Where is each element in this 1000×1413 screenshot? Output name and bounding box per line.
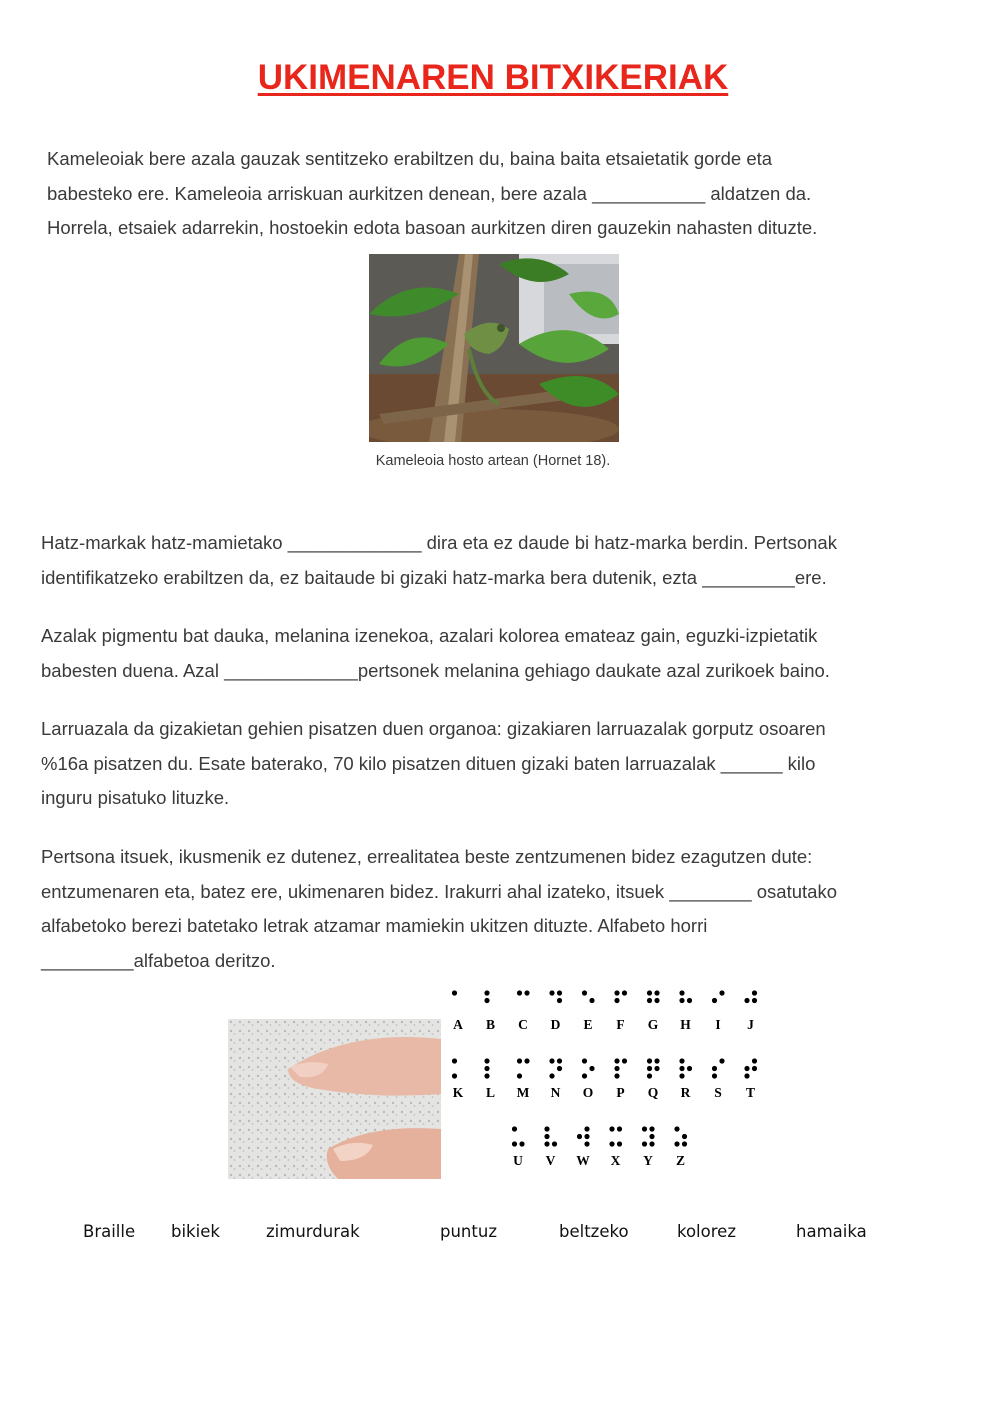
braille-dot [484, 1073, 489, 1078]
braille-dot [642, 1126, 647, 1131]
braille-dot [549, 990, 554, 995]
braille-dot [674, 1141, 679, 1146]
braille-cell-r [679, 1058, 692, 1100]
word-bank-item: hamaika [796, 1222, 867, 1241]
word-bank-item: puntuz [440, 1222, 497, 1241]
text-line: inguru pisatuko lituzke. [41, 787, 230, 808]
word-bank-item: beltzeko [559, 1222, 629, 1241]
braille-letter: C [518, 1017, 528, 1032]
braille-cell-z [674, 1126, 687, 1168]
braille-dot [484, 998, 489, 1003]
braille-dot [649, 1126, 654, 1131]
braille-dot [484, 990, 489, 995]
text-line: %16a pisatzen du. Esate baterako, 70 kilo pisatzen dituen gizaki baten larruazalak ______ kilo [41, 752, 816, 774]
braille-dot [589, 1066, 594, 1071]
braille-dot [622, 990, 627, 995]
braille-cell-a [452, 990, 463, 1032]
braille-cell-q [647, 1058, 660, 1100]
braille-reading-photo [228, 1019, 441, 1179]
braille-dot [549, 1073, 554, 1078]
text-line: Hatz-markak hatz-mamietako _____________ dira eta ez daude bi hatz-marka berdin. Pertsonak [41, 532, 837, 553]
paragraph-fingerprints [41, 526, 837, 595]
braille-dot [484, 1066, 489, 1071]
braille-dot [517, 990, 522, 995]
braille-dot [517, 1073, 522, 1078]
braille-dot [679, 1058, 684, 1063]
braille-dot [719, 990, 724, 995]
braille-dot [712, 1073, 717, 1078]
paragraph-chameleon [47, 142, 817, 246]
braille-cell-x [609, 1126, 622, 1168]
braille-dot [679, 1066, 684, 1071]
braille-dot [654, 990, 659, 995]
braille-letter: T [745, 1085, 756, 1100]
braille-dot [654, 1058, 659, 1063]
word-bank-item: Braille [83, 1222, 136, 1241]
braille-dot [744, 998, 749, 1003]
braille-letter: R [680, 1085, 691, 1100]
paragraph-melanin [41, 619, 830, 688]
braille-dot [682, 1141, 687, 1146]
braille-dot [544, 1141, 549, 1146]
page-title: UKIMENAREN BITXIKERIAK [257, 58, 729, 97]
braille-dot [584, 1141, 589, 1146]
braille-dot [452, 990, 457, 995]
braille-dot [649, 1134, 654, 1139]
braille-dot [552, 1141, 557, 1146]
text-line: identifikatzeko erabiltzen da, ez baitaude bi gizaki hatz-marka bera dutenik, ezta _________ere. [41, 566, 827, 588]
braille-letter: P [616, 1085, 625, 1100]
text-line: Pertsona itsuek, ikusmenik ez dutenez, errealitatea beste zentzumenen bidez ezagutzen dute: [41, 846, 813, 867]
braille-dot [519, 1141, 524, 1146]
braille-dot [484, 1058, 489, 1063]
braille-cell-v [544, 1126, 557, 1168]
braille-dot [614, 998, 619, 1003]
text-line: Horrela, etsaiek adarrekin, hostoekin edota basoan aurkitzen diren gauzekin nahasten dituzte. [47, 217, 818, 238]
braille-cell-l [484, 1058, 495, 1100]
braille-cell-g [647, 990, 660, 1032]
braille-dot [512, 1141, 517, 1146]
braille-dot [584, 1126, 589, 1131]
braille-letter: W [576, 1153, 590, 1168]
braille-dot [609, 1126, 614, 1131]
braille-dot [679, 990, 684, 995]
braille-cell-k [452, 1058, 464, 1100]
braille-letter: J [747, 1017, 754, 1032]
braille-dot [752, 998, 757, 1003]
braille-dot [647, 1073, 652, 1078]
paragraph-braille [41, 840, 837, 978]
braille-cell-h [679, 990, 692, 1032]
braille-dot [544, 1126, 549, 1131]
braille-dot [647, 1066, 652, 1071]
braille-letter: N [550, 1085, 561, 1100]
braille-cell-s [712, 1058, 725, 1100]
braille-letter: Y [643, 1153, 653, 1168]
braille-letter: D [550, 1017, 561, 1032]
braille-dot [452, 1058, 457, 1063]
braille-cell-i [712, 990, 725, 1032]
braille-letter: Q [647, 1085, 659, 1100]
braille-cell-b [484, 990, 495, 1032]
braille-dot [752, 1066, 757, 1071]
braille-letter: G [647, 1017, 659, 1032]
braille-dot [679, 1073, 684, 1078]
braille-dot [687, 998, 692, 1003]
word-bank-item: kolorez [677, 1222, 736, 1241]
braille-cell-p [614, 1058, 627, 1100]
braille-letter: I [715, 1017, 721, 1032]
braille-cell-f [614, 990, 627, 1032]
braille-dot [577, 1134, 582, 1139]
braille-dot [647, 990, 652, 995]
text-line: Kameleoiak bere azala gauzak sentitzeko erabiltzen du, baina baita etsaietatik gorde eta [47, 148, 773, 169]
braille-dot [654, 998, 659, 1003]
braille-dot [609, 1141, 614, 1146]
braille-letter: F [616, 1017, 625, 1032]
braille-cell-w [576, 1126, 590, 1168]
braille-dot [744, 1066, 749, 1071]
braille-dot [674, 1126, 679, 1131]
braille-dot [617, 1126, 622, 1131]
braille-dot [524, 1058, 529, 1063]
braille-cell-y [642, 1126, 655, 1168]
word-bank [0, 1222, 1000, 1246]
paragraph-skin-weight [41, 712, 826, 816]
text-line: alfabetoko berezi batetako letrak atzamar mamiekin ukitzen dituzte. Alfabeto horri [41, 915, 708, 936]
braille-letter: H [680, 1017, 691, 1032]
braille-dot [614, 1073, 619, 1078]
braille-cell-d [549, 990, 562, 1032]
braille-letter: L [485, 1085, 496, 1100]
braille-letter: E [583, 1017, 593, 1032]
braille-dot [544, 1134, 549, 1139]
braille-dot [614, 1058, 619, 1063]
braille-letter: Z [675, 1153, 686, 1168]
text-line: babesteko ere. Kameleoia arriskuan aurkitzen denean, bere azala ___________ aldatzen da. [47, 182, 812, 204]
braille-letter: X [610, 1153, 621, 1168]
braille-letter: O [582, 1085, 594, 1100]
braille-dot [682, 1134, 687, 1139]
text-line: babesten duena. Azal _____________pertsonek melanina gehiago daukate azal zurikoek baino. [41, 659, 830, 681]
braille-cell-j [744, 990, 757, 1032]
braille-dot [654, 1066, 659, 1071]
braille-dot [517, 1058, 522, 1063]
braille-dot [557, 1066, 562, 1071]
text-line: _________alfabetoa deritzo. [41, 949, 276, 971]
braille-dot [752, 990, 757, 995]
braille-letter: A [453, 1017, 463, 1032]
braille-dot [584, 1134, 589, 1139]
text-line: Larruazala da gizakietan gehien pisatzen duen organoa: gizakiaren larruazalak gorputz osoaren [41, 718, 826, 739]
braille-cell-c [517, 990, 530, 1032]
braille-dot [622, 1058, 627, 1063]
braille-letter: S [714, 1085, 722, 1100]
braille-dot [712, 1066, 717, 1071]
braille-dot [712, 998, 717, 1003]
braille-letter: M [516, 1085, 530, 1100]
braille-letter: B [485, 1017, 496, 1032]
word-bank-item: zimurdurak [266, 1222, 360, 1241]
braille-dot [687, 1066, 692, 1071]
braille-letter: V [545, 1153, 556, 1168]
text-line: entzumenaren eta, batez ere, ukimenaren bidez. Irakurri ahal izateko, itsuek ________ osatutako [41, 880, 837, 902]
word-bank-item: bikiek [171, 1222, 220, 1241]
braille-dot [557, 990, 562, 995]
braille-cell-u [512, 1126, 525, 1168]
braille-dot [614, 1066, 619, 1071]
text-line: Azalak pigmentu bat dauka, melanina izenekoa, azalari kolorea emateaz gain, eguzki-izpietatik [41, 625, 818, 646]
braille-dot [452, 1073, 457, 1078]
braille-dot [589, 998, 594, 1003]
braille-dot [582, 990, 587, 995]
braille-cell-o [582, 1058, 595, 1100]
braille-dot [582, 1058, 587, 1063]
braille-cell-t [744, 1058, 757, 1100]
braille-dot [647, 998, 652, 1003]
braille-dot [614, 990, 619, 995]
braille-dot [557, 998, 562, 1003]
braille-cell-m [517, 1058, 530, 1100]
braille-dot [752, 1058, 757, 1063]
braille-dot [642, 1141, 647, 1146]
braille-letter: K [452, 1085, 464, 1100]
braille-dot [719, 1058, 724, 1063]
braille-cell-e [582, 990, 595, 1032]
braille-dot [557, 1058, 562, 1063]
braille-dot [512, 1126, 517, 1131]
braille-dot [744, 1073, 749, 1078]
braille-dot [647, 1058, 652, 1063]
braille-dot [679, 998, 684, 1003]
braille-dot [617, 1141, 622, 1146]
braille-letter: U [513, 1153, 523, 1168]
braille-dot [524, 990, 529, 995]
chameleon-photo [369, 254, 619, 442]
photo-caption: Kameleoia hosto artean (Hornet 18). [375, 453, 611, 469]
braille-dot [582, 1073, 587, 1078]
braille-alphabet [440, 985, 780, 1175]
braille-dot [649, 1141, 654, 1146]
braille-cell-n [549, 1058, 562, 1100]
braille-dot [549, 1058, 554, 1063]
